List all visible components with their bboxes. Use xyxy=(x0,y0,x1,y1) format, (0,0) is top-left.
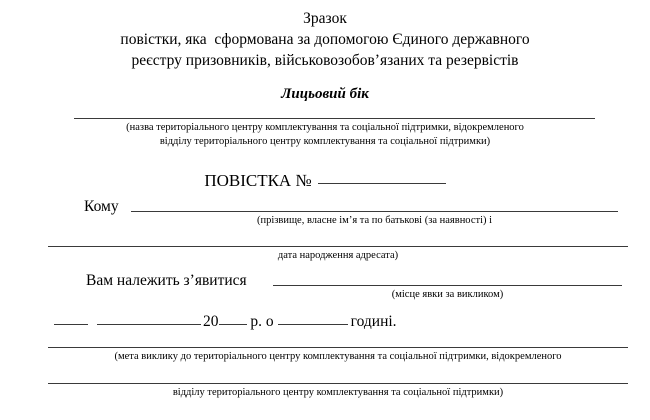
year-suffix: р. о xyxy=(250,313,274,330)
recipient-caption: (прізвище, власне ім’я та по батькові (за наявності) і xyxy=(256,215,493,226)
purpose-caption-line-2: відділу територіального центру комплектування та соціальної підтримки) xyxy=(172,387,504,398)
title-line-1: Зразок xyxy=(303,10,347,27)
purpose-caption-line-1: (мета виклику до територіального центру комплектування та соціальної підтримки, відокремленого xyxy=(114,351,562,362)
appear-place-caption: (місце явки за викликом) xyxy=(391,289,504,300)
issuer-caption-line-2: відділу територіального центру комплектування та соціальної підтримки) xyxy=(159,136,491,147)
birthdate-rule xyxy=(48,246,628,247)
appear-place-rule xyxy=(273,285,622,286)
form-title-row xyxy=(0,169,650,191)
issuer-rule xyxy=(74,118,595,119)
recipient-label: Кому xyxy=(84,198,119,215)
hour-blank[interactable] xyxy=(278,311,348,325)
month-blank[interactable] xyxy=(97,311,201,325)
hour-word: годині. xyxy=(350,313,397,330)
document-title xyxy=(0,8,650,71)
issuer-caption-line-1: (назва територіального центру комплектування та соціальної підтримки, відокремленого xyxy=(126,122,524,133)
birthdate-caption: дата народження адресата) xyxy=(277,250,399,261)
year-blank[interactable] xyxy=(219,311,247,325)
form-title-text: ПОВІСТКА № xyxy=(204,171,312,190)
purpose-rule-2 xyxy=(48,383,628,384)
year-prefix: 20 xyxy=(203,313,219,330)
side-label: Лицьовий бік xyxy=(281,86,369,102)
appearance-datetime-row xyxy=(54,311,397,331)
summons-number-blank[interactable] xyxy=(318,169,446,184)
title-line-2: повістки, яка сформована за допомогою Єдиного державного xyxy=(120,31,530,48)
title-line-3: реєстру призовників, військовозобов’язаних та резервістів xyxy=(131,52,519,69)
purpose-rule-1 xyxy=(48,347,628,348)
recipient-rule xyxy=(131,211,618,212)
day-blank[interactable] xyxy=(54,311,88,325)
appear-label: Вам належить з’явитися xyxy=(86,272,247,289)
